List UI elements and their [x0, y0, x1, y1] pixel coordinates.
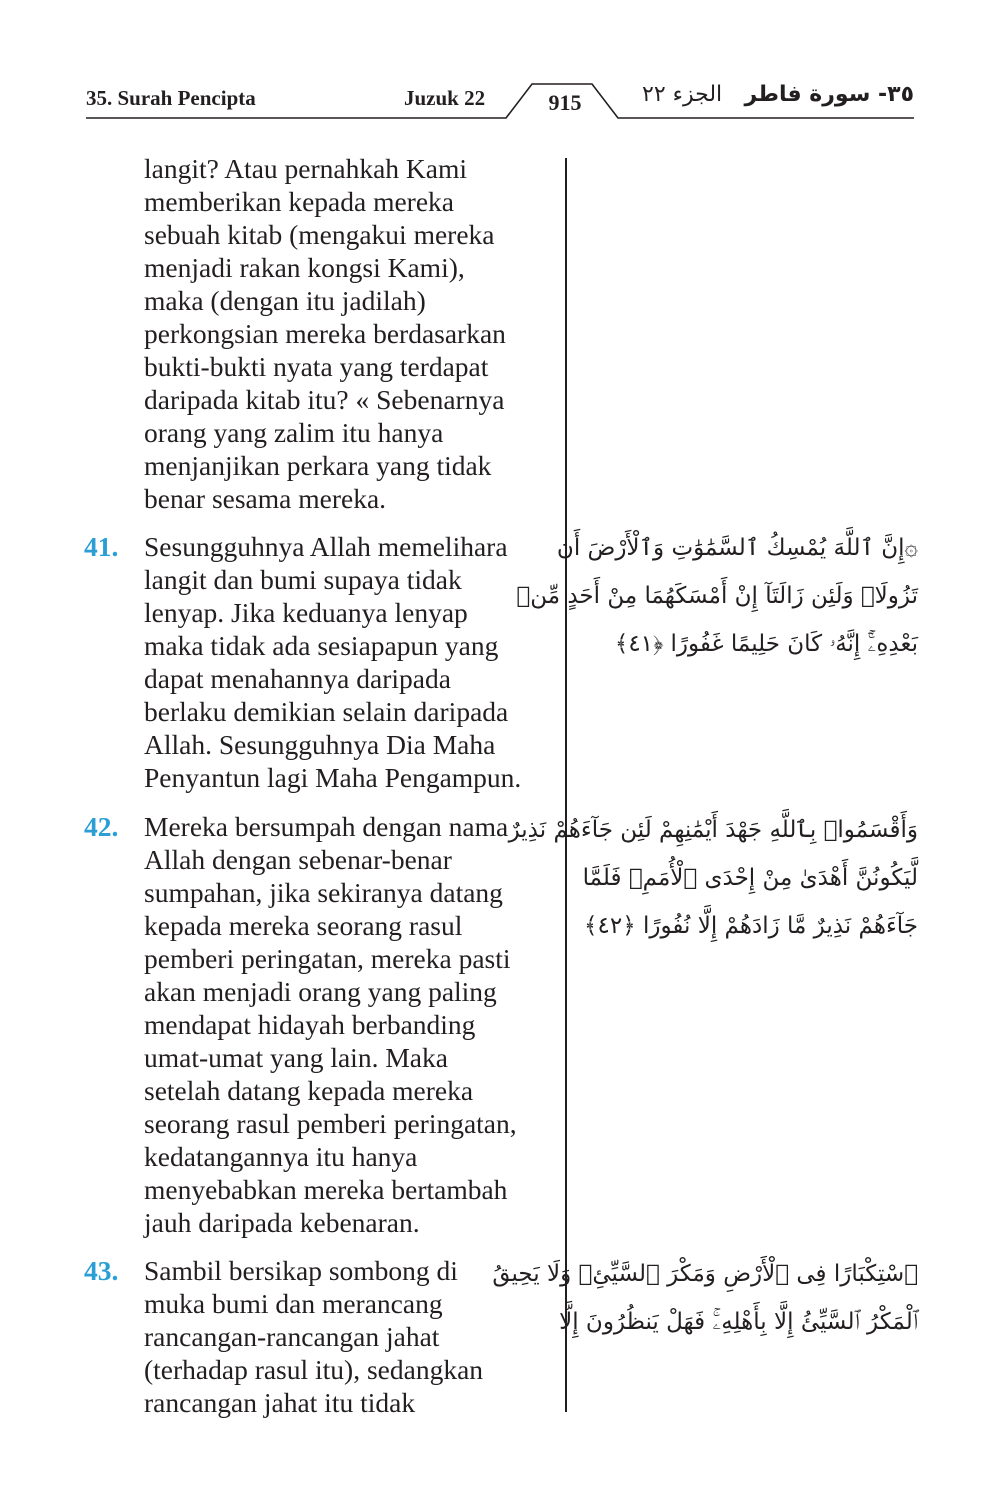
text-line: menjadi rakan kongsi Kami),: [144, 252, 465, 283]
arabic-line: وَأَقْسَمُوا۟ بِٱللَّهِ جَهْدَ أَيْمَٰنِهِمْ لَئِن جَآءَهُمْ نَذِيرٌ: [508, 817, 918, 843]
text-line: Allah dengan sebenar-benar: [144, 844, 452, 875]
verse-number: 41.: [84, 531, 119, 562]
page-number: 915: [548, 90, 582, 115]
juzuk-label: Juzuk 22: [404, 86, 486, 110]
verse-41-arabic: [516, 524, 918, 668]
text-line: maka (dengan itu jadilah): [144, 285, 426, 316]
surah-arabic: ٣٥- سورة فاطر: [744, 82, 914, 107]
arabic-line: لَّيَكُونُنَّ أَهْدَىٰ مِنْ إِحْدَى ٱلْأُمَمِۖ فَلَمَّا: [582, 865, 918, 891]
text-line: setelah datang kepada mereka: [144, 1075, 474, 1106]
text-line: mendapat hidayah berbanding: [144, 1009, 476, 1040]
text-line: akan menjadi orang yang paling: [144, 976, 497, 1007]
text-line: maka tidak ada sesiapapun yang: [144, 630, 499, 661]
text-line: langit dan bumi supaya tidak: [144, 564, 462, 595]
text-line: Sesungguhnya Allah memelihara: [144, 531, 508, 562]
column-divider: [565, 158, 567, 1412]
text-line: daripada kitab itu? « Sebenarnya: [144, 384, 505, 415]
verse-43-arabic: [492, 1250, 918, 1346]
arabic-line: ٱسْتِكْبَارًا فِى ٱلْأَرْضِ وَمَكْرَ ٱلسَّيِّئِۚ وَلَا يَحِيقُ: [492, 1261, 918, 1287]
text-line: bukti-bukti nyata yang terdapat: [144, 351, 489, 382]
arabic-line: جَآءَهُمْ نَذِيرٌ مَّا زَادَهُمْ إِلَّا نُفُورًا ﴿٤٢﴾: [583, 913, 918, 939]
arabic-line: تَزُولَاۚ وَلَئِن زَالَتَآ إِنْ أَمْسَكَهُمَا مِنْ أَحَدٍ مِّنۢ: [516, 583, 918, 609]
text-line: Penyantun lagi Maha Pengampun.: [144, 762, 522, 793]
verse-translation: [144, 810, 564, 1239]
text-line: sebuah kitab (mengakui mereka: [144, 219, 495, 250]
text-line: pemberi peringatan, mereka pasti: [144, 943, 511, 974]
arabic-line: ٱلْمَكْرُ ٱلسَّيِّئُ إِلَّا بِأَهْلِهِۦۚ فَهَلْ يَنظُرُونَ إِلَّا: [559, 1309, 918, 1335]
verse-number: 42.: [84, 811, 119, 842]
text-line: sumpahan, jika sekiranya datang: [144, 877, 503, 908]
verse-number: 43.: [84, 1255, 119, 1286]
text-line: memberikan kepada mereka: [144, 186, 454, 217]
text-line: kedatangannya itu hanya: [144, 1141, 418, 1172]
arabic-line: ۞إِنَّ ٱللَّهَ يُمْسِكُ ٱلسَّمَٰوَٰتِ وَٱلْأَرْضَ أَن: [556, 535, 918, 561]
text-line: umat-umat yang lain. Maka: [144, 1042, 448, 1073]
verse-translation: [144, 530, 564, 794]
text-line: kepada mereka seorang rasul: [144, 910, 463, 941]
text-line: rancangan-rancangan jahat: [144, 1321, 440, 1352]
text-line: dapat menahannya daripada: [144, 663, 451, 694]
juz-arabic: الجزء ٢٢: [642, 82, 723, 107]
text-line: perkongsian mereka berdasarkan: [144, 318, 506, 349]
text-line: Mereka bersumpah dengan nama: [144, 811, 509, 842]
text-line: jauh daripada kebenaran.: [144, 1207, 420, 1238]
text-line: seorang rasul pemberi peringatan,: [144, 1108, 517, 1139]
text-line: muka bumi dan merancang: [144, 1288, 443, 1319]
arabic-line: بَعْدِهِۦٓۚ إِنَّهُۥ كَانَ حَلِيمًا غَفُورًا ﴿٤١﴾: [614, 631, 918, 657]
text-line: langit? Atau pernahkah Kami: [144, 153, 468, 184]
text-line: benar sesama mereka.: [144, 483, 387, 514]
text-line: rancangan jahat itu tidak: [144, 1387, 416, 1418]
text-line: Allah. Sesungguhnya Dia Maha: [144, 729, 496, 760]
verse-42-arabic: [508, 806, 918, 950]
text-line: berlaku demikian selain daripada: [144, 696, 509, 727]
text-line: menjanjikan perkara yang tidak: [144, 450, 492, 481]
text-line: lenyap. Jika keduanya lenyap: [144, 597, 468, 628]
surah-title: 35. Surah Pencipta: [86, 86, 256, 110]
text-line: (terhadap rasul itu), sedangkan: [144, 1354, 484, 1385]
text-line: Sambil bersikap sombong di: [144, 1255, 458, 1286]
page-header: [86, 78, 914, 120]
text-line: menyebabkan mereka bertambah: [144, 1174, 508, 1205]
continuation-text: [144, 152, 564, 515]
text-line: orang yang zalim itu hanya: [144, 417, 444, 448]
